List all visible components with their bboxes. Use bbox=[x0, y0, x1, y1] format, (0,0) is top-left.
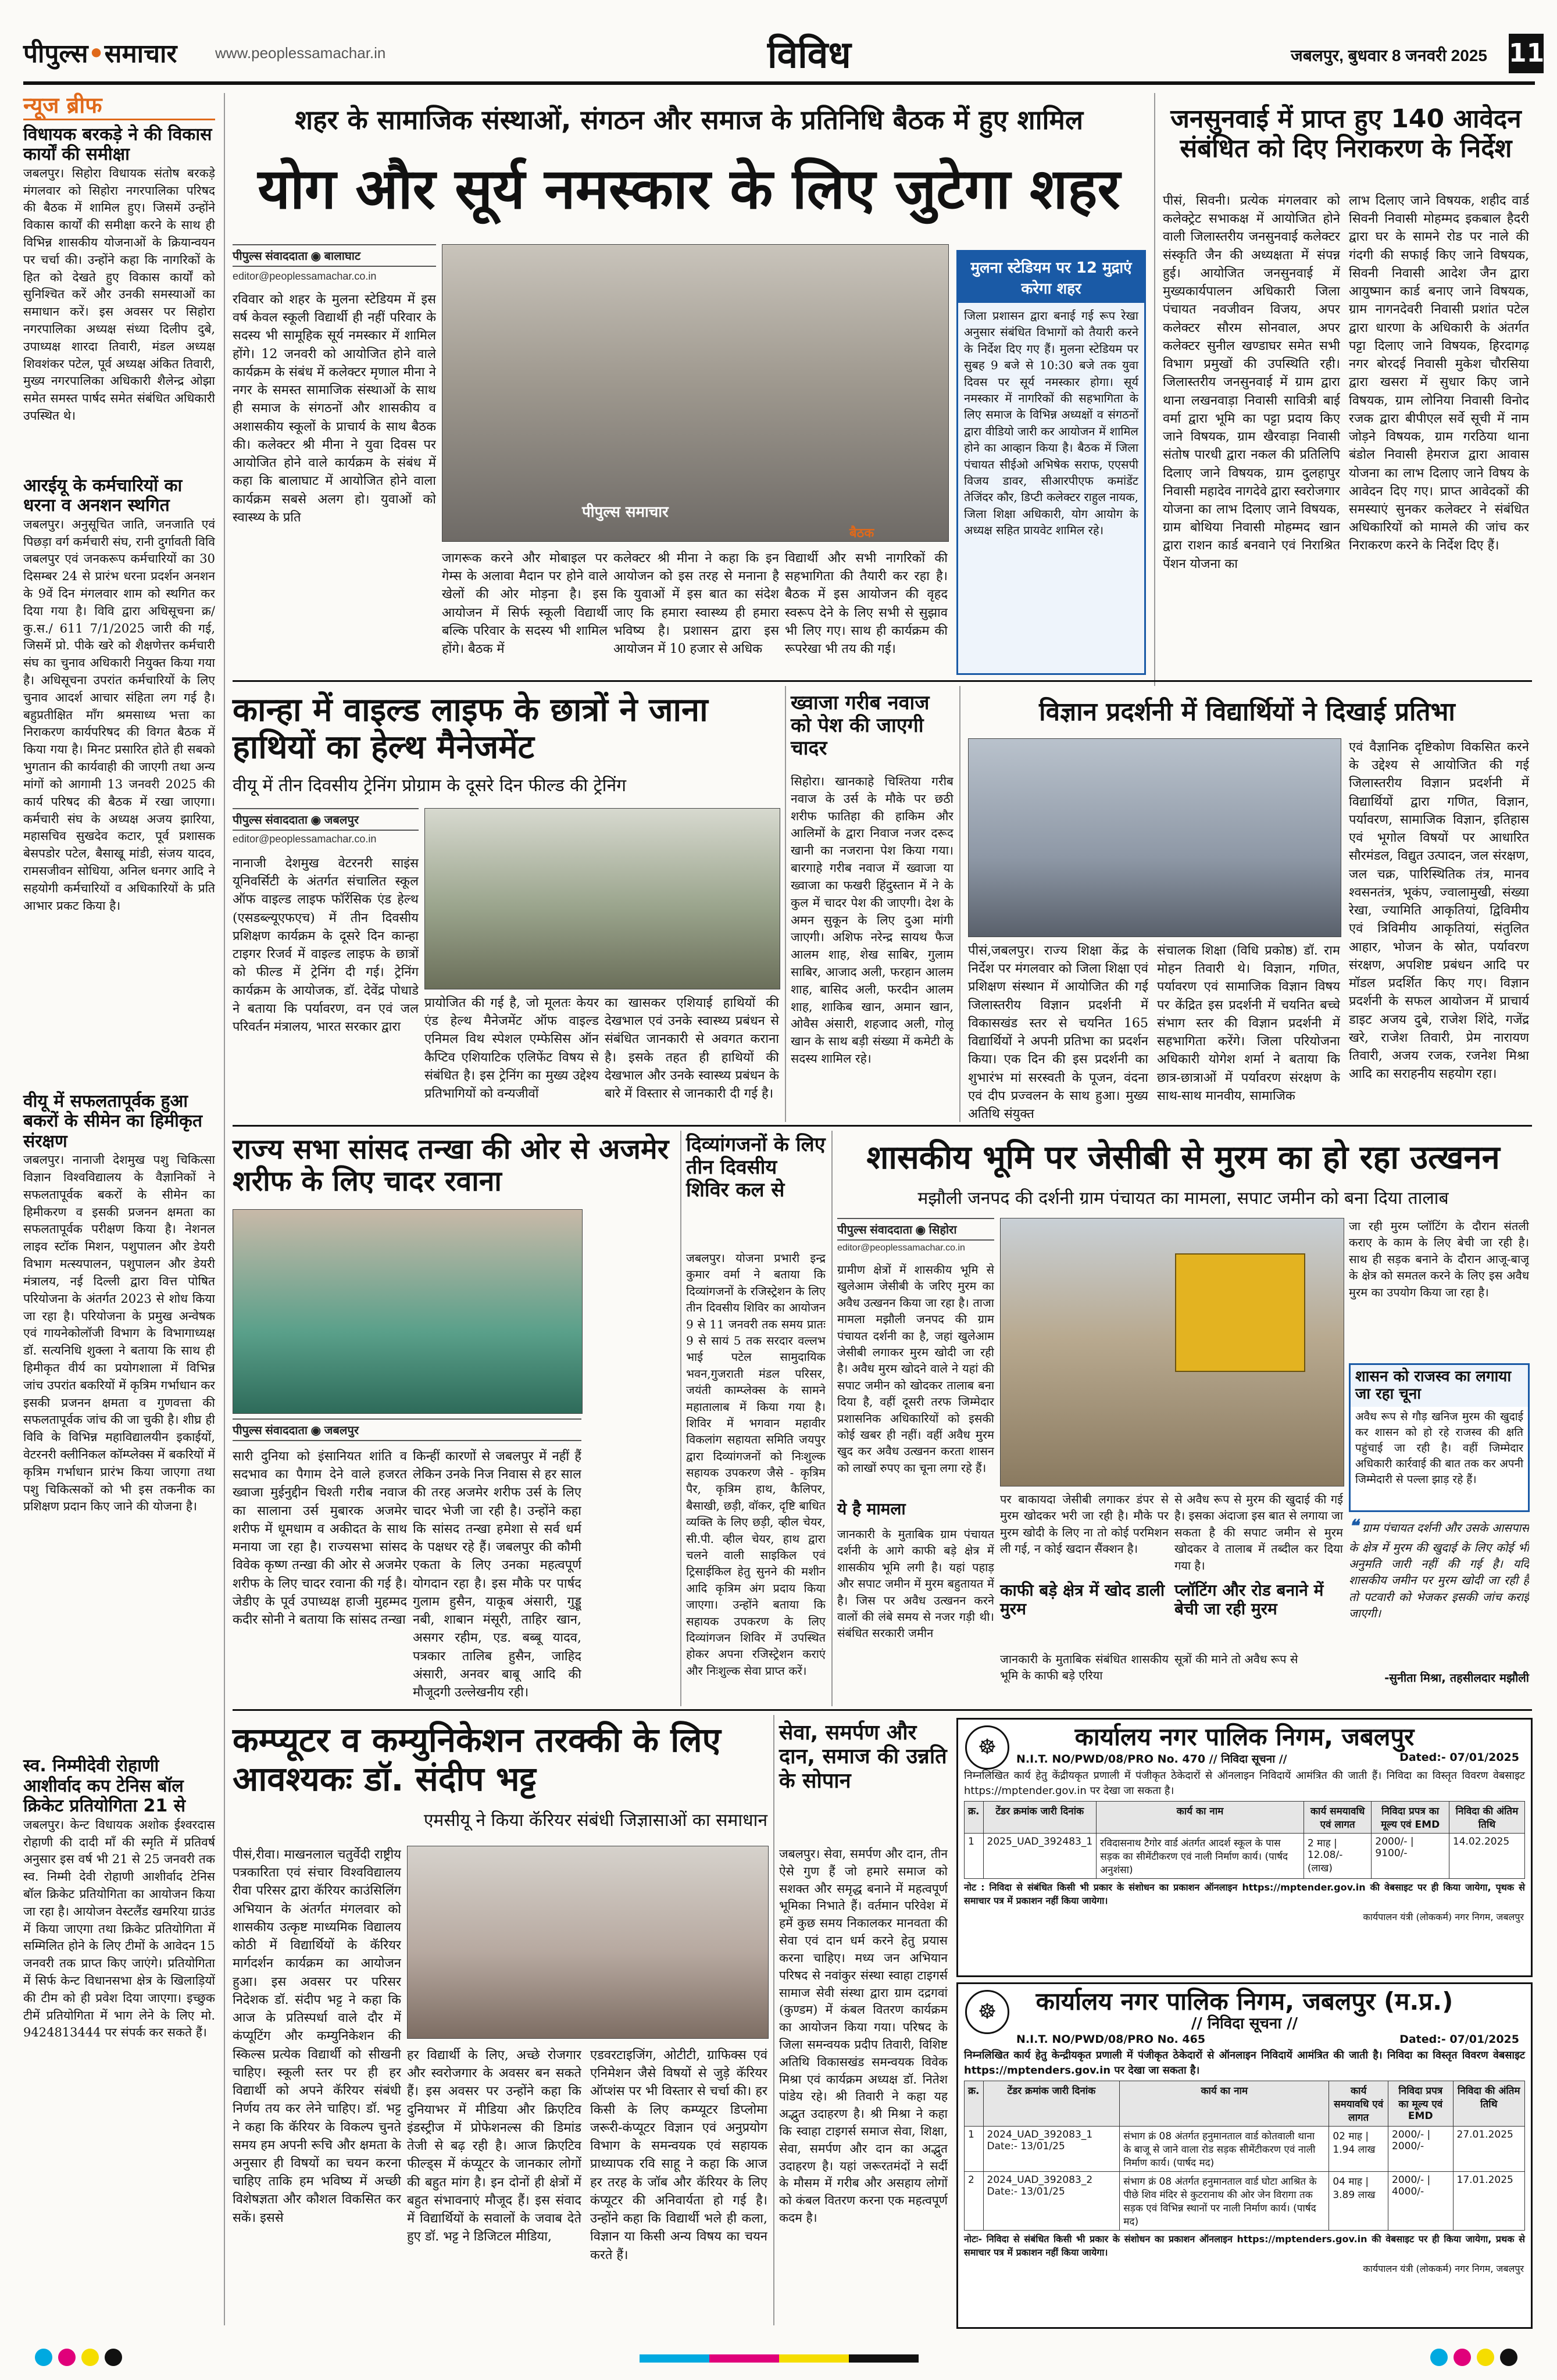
rajyasabha-text-col1: सारी दुनिया को इंसानियत शांति व सदभाव का पैगाम देने वाले हजरत ख्वाजा मुईनुद्दीन चिश्ती गरीब नवाज का सालाना उर्स मुबारक अजमेर शरीफ में धूमधाम व अकीदत के साथ मनाया जा रहा है। राज्यसभा सांसद विवेक कृष्ण तन्खा की ओर से अजमेर शरीफ के लिए चादर रवाना की गई है। जेडीए के पूर्व उपाध्यक्ष हाजी मुहम्मद कदीर सोनी ने बताया कि सांसद तन्खा bbox=[233, 1449, 407, 1628]
notice2-subtitle: // निविदा सूचना // bbox=[1191, 2015, 1298, 2033]
notice2-signature: कार्यपालन यंत्री (लोककर्म) नगर निगम, जबलपुर bbox=[1363, 2263, 1524, 2275]
notice2-no: N.I.T. NO/PWD/08/PRO No. 465 bbox=[1016, 2033, 1206, 2046]
divyang-headline: दिव्यांगजनों के लिए तीन दिवसीय शिविर कल से bbox=[686, 1133, 826, 1202]
murum-sub3-text: सूत्रों की माने तो अवैध रूप से bbox=[1174, 1652, 1298, 1666]
column-rule bbox=[680, 1131, 681, 1706]
jansunvai-text-col2: लाभ दिलाए जाने विषयक, शहीद वार्ड सिवनी निवासी मोहम्मद इकबाल हैदरी द्वारा घर के सामने रोड पर नाले की गंदगी की सफाई किए जाने विषयक, सिवनी निवासी आदेश जैन द्वारा आयुष्मान कार्ड बनाए जाने विषयक, ग्राम नागनदेवरी निवासी प्रशांत पटेल द्वारा धारणा के अधिकारी के अंतर्गत पट्टा दिलाए जाने विषयक, हिरदागढ़ नगर बोरदई निवासी मुकेश चौरसिया द्वारा खसरा में सुधार किए जाने विषयक, ग्राम लोनिया निवासी विनोद रजक द्वारा बीपीएल सर्वे सूची में नाम जोड़ने विषयक, ग्राम गरठिया थाना बंडोल निवासी हेमराज द्वारा आवास योजना का लाभ दिलाए जाने विषय के आवेदन दिए गए। प्राप्त आवेदकों की समस्याएं सुनकर कलेक्टर ने संबंधित अधिकारियों को मामले की जांच कर निराकरण करने के निर्देश दिए हैं। bbox=[1349, 194, 1529, 553]
brief-3-text: जबलपुर। नानाजी देशमुख पशु चिकित्सा विज्ञान विश्वविद्यालय के वैज्ञानिकों ने सफलतापूर्वक बकरों के सीमेन का हिमीकरण व इसकी प्रजनन क्षमता का सफलतापूर्वक परीक्षण किया है। नेशनल लाइव स्टॉक मिशन, पशुपालन और डेयरी विभाग मत्स्यपालन, पशुपालन और डेयरी मंत्रालय, नई दिल्ली द्वारा वित्त पोषित परियोजना के अंतर्गत 2023 से शोध किया जा रहा है। परियोजना के प्रमुख अन्वेषक एवं गायनेकोलॉजी विभाग के विभागाध्यक्ष डॉ. सत्यनिधि शुक्ला ने बताया कि साथ ही हिमीकृत वीर्य का प्रयोगशाला में विभिन्न जांच उपरांत बकरियों में कृत्रिम गर्भाधान कर इसकी प्रजनन क्षमता व गुणवत्ता की सफलतापूर्वक जांच की जा चुकी है। शीघ्र ही विवि के विभिन्न महाविद्यालयीन इकाईयों, वेटरनरी क्लीनिकल कॉम्प्लेक्स में बकरियों में कृत्रिम गर्भाधान प्रारंभ किया जाएगा तथा पशु चिकित्सकों को भी इस तकनीक का प्रशिक्षण प्रदान किए जाने की योजना है। bbox=[23, 1153, 215, 1514]
column-rule bbox=[831, 1131, 833, 1706]
registration-mark-cyan bbox=[1430, 2349, 1448, 2366]
murum-photo bbox=[1000, 1218, 1344, 1486]
registration-mark-black bbox=[1500, 2349, 1517, 2366]
notice2-emblem: ☸ bbox=[965, 1990, 1009, 2034]
kanha-text-col3: का खासकर एशियाई हाथियों की देखभाल एवं उनके स्वास्थ्य प्रबंधन से संबंधित जानकारी से अवगत कराना है। इसके तहत ही हाथियों की देखभाल और उनके स्वास्थ्य प्रबंधन के बारे में विस्तार से जानकारी दी गई है। bbox=[605, 996, 779, 1102]
page-number: 11 bbox=[1509, 34, 1544, 73]
quote-icon: ❝ bbox=[1349, 1516, 1359, 1536]
computer-subhead: एमसीयू ने किया कॅरियर संबंधी जिज्ञासाओं का समाधान bbox=[423, 1810, 767, 1831]
kanha-byline-block bbox=[233, 808, 419, 845]
computer-headline: कम्प्यूटर व कम्युनिकेशन तरक्की के लिए आवश्यकः डॉ. संदीप भट्ट bbox=[233, 1720, 721, 1799]
brief-1-text: जबलपुर। सिहोरा विधायक संतोष बरकड़े मंगलवार को सिहोरा नगरपालिका परिषद की बैठक में शामिल हुए। जिसमें उन्होंने विकास कार्यों की समीक्षा करने के साथ ही विभिन्न शासकीय योजनाओं के क्रियान्वयन पर चर्चा की। उन्होंने कहा कि नागरिकों के हित को देखते हुए विकास कार्यों को सुनिश्चित करें और उनकी समस्याओं का समाधान करें। इस अवसर पर सिहोरा नगरपालिका अध्यक्ष संध्या दिलीप दुबे, उपाध्यक्ष शारदा तिवारी, मंडल अध्यक्ष शिवशंकर पटेल, पूर्व अध्यक्ष अंकित तिवारी, मुख्य नगरपालिका अधिकारी शैलेन्द्र ओझा समेत समस्त पार्षद समेत संबंधित अधिकारी उपस्थित थे। bbox=[23, 166, 215, 423]
notice2-footnote: नोटः- निविदा से संबंधित किसी भी प्रकार के संशोधन का प्रकाशन ऑनलाइन https://mptenders.gov.in की वेबसाइट पर ही किया जायेगा, प्रथक से समाचार पत्र में प्रकाशन नहीं किया जायेगा। bbox=[964, 2234, 1525, 2258]
computer-text-col2: हर विद्यार्थी के लिए, अच्छे रोजगार और स्वरोजगार के अवसर बन सकते हैं। इस अवसर पर उन्होंने कहा कि दुनियाभर में मीडिया और क्रिएटिव इंडस्ट्रीज में प्रोफेशनल्स की डिमांड तेजी से बढ़ रही है। आज क्रिएटिव फील्ड्स में कंप्यूटर के जानकार लोगों की बहुत मांग है। इन दोनों ही क्षेत्रों में बहुत संभावनाएं मौजूद हैं। इस संवाद में विद्यार्थियों के सवालों के जवाब देते हुए डॉ. भट्ट ने डिजिटल मीडिया, bbox=[407, 2048, 581, 2245]
notice1-dated: Dated:- 07/01/2025 bbox=[1399, 1751, 1519, 1764]
notice1-intro: निम्नलिखित कार्य हेतु केंद्रीयकृत प्रणाली में पंजीकृत ठेकेदारों से ऑनलाइन निविदायें आमंत्रित की जाती हैं। निविदा का विस्तृत विवरण वेबसाइट https://mptender.gov.in पर देखा जा सकता है। bbox=[964, 1770, 1525, 1797]
kanha-email[interactable]: editor@peoplessamachar.co.in bbox=[233, 833, 377, 845]
murum-sub2-head: काफी बड़े क्षेत्र में खोद डाली मुरम bbox=[1000, 1581, 1165, 1619]
masthead bbox=[23, 23, 1545, 85]
lead-sidebox bbox=[956, 250, 1146, 675]
lead-byline: पीपुल्स संवाददाता ◉ बालाघाट bbox=[233, 244, 436, 267]
notice1-signature: कार्यपालन यंत्री (लोककर्म) नगर निगम, जबलपुर bbox=[1363, 1911, 1524, 1923]
section-title: विविध bbox=[767, 34, 851, 77]
jcb-shape bbox=[1175, 1253, 1305, 1372]
murum-sub2-text: जानकारी के मुताबिक संबंधित शासकीय भूमि के काफी बड़े एरिया bbox=[1000, 1652, 1169, 1683]
murum-sub3-head: प्लॉटिंग और रोड बनाने में बेची जा रही मुरम bbox=[1174, 1581, 1324, 1619]
brief-2-text: जबलपुर। अनुसूचित जाति, जनजाति एवं पिछड़ा वर्ग कर्मचारी संघ, रानी दुर्गावती विवि जबलपुर एवं जनकरूप कर्मचारियों का 30 दिसम्बर 24 से प्रारंभ धरना प्रदर्शन अनशन के 9वें दिन मंगलवार शाम को स्थगित कर दिया गया है। विवि द्वारा अधिसूचना क्र/ कु.स./ 611 7/1/2025 जारी की गई, जिसमें प्रो. पीके खरे को शैक्षणेत्तर कर्मचारी संघ का चुनाव अधिकारी नियुक्त किया गया है। अधिसूचना उपरांत कर्मचारियों के लिए चुनाव आदर्श आचार संहिता लग गई है। बहुप्रतीक्षित माँग श्रमसाध्य भत्ता का निराकरण कार्यपरिषद की विगत बैठक में किया गया है। मिनट प्रसारित होते ही सबको भुगतान की कार्यवाही की जाएगी तथा अन्य मांगों को आगामी 13 जनवरी 2025 की कार्य परिषद की बैठक में रखा जाएगा। कर्मचारी संघ के अध्यक्ष अजय झारिया, महासचिव सुखदेव कटार, पूर्व प्रशासक बेसपडोर पटेल, बैसाखू मांडी, संजय यादव, रामसजीवन सोधिया, अनिल धनगर आदि ने सहयोगी कर्मचारियों व अधिकारियों के प्रति आभार प्रकट किया है। bbox=[23, 517, 215, 913]
lead-photo bbox=[442, 244, 949, 542]
murum-subhead: मझौली जनपद की दर्शनी ग्राम पंचायत का मामला, सपाट जमीन को बना दिया तालाब bbox=[917, 1188, 1449, 1209]
section-rule bbox=[233, 680, 1532, 682]
news-brief-label: न्यूज ब्रीफ bbox=[23, 93, 215, 120]
lead-kicker: शहर के सामाजिक संस्थाओं, संगठन और समाज के प्रतिनिधि बैठक में हुए शामिल bbox=[294, 104, 1084, 135]
murum-text-main: ग्रामीण क्षेत्रों में शासकीय भूमि से खुलेआम जेसीबी के जरिए मुरम का अवैध उत्खनन किया जा रहा है। ताजा मामला मझौली जनपद की ग्राम पंचायत दर्शनी का है, जहां खुलेआम जेसीबी लगाकर मुरम खोदी जा रही है। अवैध मुरम खोदने वाले ने यहां की सपाट जमीन को खोदकर तालाब बना दिया है, वहीं दूसरी तरफ जिम्मेदार प्रशासनिक अधिकारियों को इसकी कोई खबर ही नहीं। वहीं अवैध मुरम खुद कर अवैध उत्खनन करता शासन को लाखों रुपए का चूना लगा रहे हैं। bbox=[837, 1263, 994, 1475]
sidebox-text: जिला प्रशासन द्वारा बनाई गई रूप रेखा अनुसार संबंधित विभागों को तैयारी करने के निर्देश दिए गए हैं। मुलना स्टेडियम पर सुबह 9 बजे से 10:30 बजे तक युवा दिवस पर सूर्य नमस्कार होगा। सूर्य नमस्कार में नागरिकों की सहभागिता के लिए समाज के विभिन्न अध्यक्षों व संगठनों द्वारा वीडियो जारी कर आयोजन में शामिल होने का आव्हान किया है। बैठक में जिला पंचायत सीईओ अभिषेक सराफ, एएसपी विजय डावर, सीआरपीएफ कमांडेंट तेजिंदर कौर, डिप्टी कलेक्टर राहुल नायक, जिला शिक्षा अधिकारी, योग आयोग के अध्यक्ष सहित प्रायवेट शामिल रहे। bbox=[964, 309, 1138, 538]
photo-caption: बैठक bbox=[849, 526, 874, 541]
logo-dot: • bbox=[88, 39, 105, 69]
rajyasabha-photo bbox=[233, 1209, 583, 1414]
column-rule bbox=[785, 686, 786, 1122]
news-brief-column bbox=[23, 93, 215, 2325]
lead-text-col3: कलेक्टर श्री मीना ने कहा कि इन आयोजन को इस तरह से मनाना है कि युवाओं में इस बात का संदेश जाए कि हमारा स्वास्थ्य ही हमारा भविष्य है। प्रशासन द्वारा इस आयोजन में 10 हजार से अधिक bbox=[613, 551, 779, 657]
lead-headline: योग और सूर्य नमस्कार के लिए जुटेगा शहर bbox=[258, 156, 1120, 221]
column-rule bbox=[959, 686, 960, 1122]
murum-caption-2: से अवैध रूप से मुरम की खुदाई की गई है। इसका अंदाजा इस बात से लगाया जा सकता है की सपाट जमीन से मुरम खोदकर वे तालाब में तब्दील कर दिया गया है। bbox=[1174, 1492, 1343, 1573]
lead-byline-block bbox=[233, 244, 436, 283]
kanha-photo bbox=[424, 808, 780, 989]
registration-mark-magenta bbox=[1454, 2349, 1471, 2366]
murum-quote: ग्राम पंचायत दर्शनी और उसके आसपास के क्षेत्र में मुरम की खुदाई के लिए कोई भी अनुमति जारी नहीं की गई है। यदि शासकीय जमीन पर मुरम खोदी जा रही है तो पटवारी को भेजकर इसकी जांच कराई जाएगी। bbox=[1349, 1521, 1529, 1621]
jansunvai-headline: जनसुनवाई में प्राप्त हुए 140 आवेदन संबंधित को दिए निराकरण के निर्देश bbox=[1170, 104, 1522, 163]
vigyan-photo bbox=[968, 738, 1341, 937]
table-row: 1 2024_UAD_392083_1 Date:- 13/01/25 संभाग क्रं 08 अंतर्गत हनुमानताल वार्ड कोतवाली थाना के बाजू से जाने वाला रोड सड़क सीमेंटीकरण एवं नाली निर्माण कार्य। (पार्षद मद) 02 माह | 1.94 लाख 2000/- | 2000/- 27.01.2025 bbox=[965, 2127, 1525, 2172]
kanha-headline: कान्हा में वाइल्ड लाइफ के छात्रों ने जाना हाथियों का हेल्थ मैनेजमेंट bbox=[233, 691, 708, 767]
seva-text: जबलपुर। सेवा, समर्पण और दान, तीन ऐसे गुण हैं जो हमारे समाज को सशक्त और समृद्ध बनाने में महत्वपूर्ण भूमिका निभाते हैं। वर्तमान परिवेश में हमें कुछ समय निकालकर मानवता की सेवा एवं दान धर्म करने हेतु प्रयास करना चाहिए। मध्य जन अभियान परिषद से नवांकुर संस्था स्वाहा टाइगर्स सामाज सेवी संस्था द्वारा ग्राम दद्रगवां (कुण्डम) में कंबल वितरण कार्यक्रम का आयोजन किया गया। परिषद के जिला समन्वयक प्रदीप तिवारी, विशिष्ट अतिथि विकासखंड समन्वयक विवेक मिश्रा एवं कार्यक्रम अध्यक्ष डॉ. नितेश पांडेय रहे। श्री तिवारी ने कहा यह अद्भुत उदाहरण है। श्री मिश्रा ने कहा कि स्वाहा टाइगर्स समाज सेवा, शिक्षा, सेवा, समर्पण और दान का अद्भुत उदाहरण है। यहां जरूरतमंदों ने सर्दी के मौसम में गरीब और असहाय लोगों को कंबल वितरण करना एक महत्वपूर्ण कदम है। bbox=[779, 1847, 948, 2225]
section-rule bbox=[233, 1125, 1532, 1127]
section-rule bbox=[233, 1709, 1532, 1711]
notice1-no: N.I.T. NO/PWD/08/PRO No. 470 // निविदा सूचना // bbox=[1016, 1753, 1287, 1766]
notice1-footnote: नोट : निविदा से संबंधित किसी भी प्रकार के संशोधन का प्रकाशन ऑनलाइन https://mptender.gov.in की वेबसाइट पर ही किया जायेगा, पृथक से समाचार पत्र में प्रकाशन नहीं किया जायेगा। bbox=[964, 1882, 1525, 1907]
dateline: जबलपुर, बुधवार 8 जनवरी 2025 bbox=[1291, 47, 1487, 65]
brief-2-headline: आरईयू के कर्मचारियों का धरना व अनशन स्थगित bbox=[23, 475, 183, 516]
registration-mark-black bbox=[105, 2349, 122, 2366]
murum-caption-1: पर बाकायदा जेसीबी लगाकर डंपर से मुरम खोदकर भरी जा रही है। मौके पर मुरम खोदी के लिए ना तो कोई परमिशन ली गई, न कोई खदान सैंक्शन है। bbox=[1000, 1492, 1169, 1556]
khwaja-text: सिहोरा। खानकाहे चिश्तिया गरीब नवाज के उर्स के मौके पर छठी शरीफ फातिहा की हाकिम और आलिमों के द्वारा निवाज नजर दरूद खानी का नजराना पेश किया गया। बारगाहे गरीब नवाज में ख्वाजा या ख्वाजा का फखरी हिंदुस्तान में ने के कुल में चादर पेश की जाएगी। देश के अमन सुकून के लिए दुआ मांगी जाएगी। अशिफ नरेन्द्र सायथ फैज आलम शाह, शेख साबिर, गुलाम साबिर, आजाद अली, फरहान आलम शाह, बासिद अली, फरदीन आलम शाह, शाकिब खान, अमान खान, ओवैस अंसारी, शहजाद अली, गोलू खान के साथ बड़ी संख्या में कमेटी के सदस्य शामिल रहे। bbox=[791, 774, 954, 1066]
kanha-byline: पीपुल्स संवाददाता ◉ जबलपुर bbox=[233, 808, 419, 831]
murum-byline: पीपुल्स संवाददाता ◉ सिहोरा bbox=[837, 1218, 994, 1241]
vigyan-text-col3: एवं वैज्ञानिक दृष्टिकोण विकसित करने के उद्देश्य से आयोजित की गई जिलास्तरीय विज्ञान प्रदर्शनी में विद्यार्थियों द्वारा गणित, विज्ञान, पर्यावरण, सामाजिक विज्ञान, इतिहास एवं भूगोल विषयों पर आधारित सौरमंडल, विद्युत उत्पादन, जल संरक्षण, जल चक्र, पारिस्थितिक तंत्र, मानव श्वसनतंत्र, भूकंप, ज्वालामुखी, संख्या रेखा, ज्यामिति आकृतियां, द्विविमीय एवं त्रिविमीय आकृतियां, संतुलित आहार, भोजन के स्रोत, पर्यावरण संरक्षण, अपशिष्ट प्रबंधन आदि पर मॉडल प्रदर्शित किए गए। विज्ञान प्रदर्शनी के सफल आयोजन में प्राचार्य डाइट अजय दुबे, राजेश शिंदे, गजेंद्र खरे, राजेश तिवारी, प्रेम नारायण तिवारी, अजय रजक, रजनेश मिश्रा आदि का सराहनीय सहयोग रहा। bbox=[1349, 740, 1529, 1082]
brief-4-text: जबलपुर। केन्ट विधायक अशोक ईश्वरदास रोहाणी की दादी माँ की स्मृति में प्रतिवर्ष अनुसार इस वर्ष भी 21 से 25 जनवरी तक स्व. निम्मी देवी रोहाणी आशीर्वाद टेनिस बॉल क्रिकेट प्रतियोगिता का आयोजन किया जा रहा है। आयोजन वेस्टलैंड खमरिया ग्राउंड में किया जाएगा तथा क्रिकेट प्रतियोगिता में सम्मिलित होने के लिए टीमों के आवेदन 15 जनवरी तक प्राप्त किए जाएंगे। प्रतियोगिता में सिर्फ केन्ट विधानसभा क्षेत्र के खिलाड़ियों की टीम को ही प्रवेश दिया जाएगा। इच्छुक टीमें प्रतियोगिता में भाग लेने के लिए मो. 9424813444 पर संपर्क कर सकते हैं। bbox=[23, 1817, 215, 2040]
tender-notice-2 bbox=[956, 1982, 1533, 2329]
loss-box-head: शासन को राजस्व का लगाया जा रहा चूना bbox=[1351, 1365, 1528, 1407]
murum-sub1-text: जानकारी के मुताबिक ग्राम पंचायत दर्शनी के आगे काफी बड़े क्षेत्र में शासकीय भूमि लगी है। यहां पहाड़ और सपाट जमीन में मुरम बहुतायत में है। जिस पर अवैध उत्खनन करने वालों की लंबे समय से नजर गड़ी थी। संबंधित सरकारी जमीन bbox=[837, 1527, 994, 1641]
column-rule bbox=[1154, 93, 1155, 686]
murum-headline: शासकीय भूमि पर जेसीबी से मुरम का हो रहा उत्खनन bbox=[866, 1139, 1500, 1177]
notice2-intro: निम्नलिखित कार्य हेतु केन्द्रीयकृत प्रणाली में पंजीकृत ठेकेदारों से ऑनलाइन निविदायें आमंत्रित की जाती है। निविदा का विस्तृत विवरण वेबसाइट https://mptenders.gov.in पर देखा जा सकता है। bbox=[964, 2049, 1525, 2077]
murum-right-text: जा रही मुरम प्लॉटिंग के दौरान संतली कराए के काम के लिए बेची जा रही है। साथ ही सड़क बनाने के दौरान आजू-बाजू के क्षेत्र को समतल करने के लिए इस अवैध मुरम का उपयोग किया जा रहा है। bbox=[1349, 1219, 1529, 1299]
table-row: 2 2024_UAD_392083_2 Date:- 13/01/25 संभाग क्रं 08 अंतर्गत हनुमानताल वार्ड घोटा आश्रित के पीछे शिव मंदिर से कुटरानाथ की ओर जेन विरागा तक सड़क एवं विभिन्न स्थानों पर नाली निर्माण कार्य। (पार्षद मद) 04 माह | 3.89 लाख 2000/- | 4000/- 17.01.2025 bbox=[965, 2172, 1525, 2231]
notice2-table: क्र. टेंडर क्रमांक जारी दिनांक कार्य का नाम कार्य समयावधि एवं लागत निविदा प्रपत्र का मूल्य एवं EMD निविदा की अंतिम तिथि 1 2024_UAD_392083_1 Date:- 13/01/25 संभाग क्रं 08 अंतर्गत हनुमानताल वार्ड कोतवाली थाना के बाजू से जाने वाला रोड सड़क सीमेंटीकरण एवं नाली निर्माण कार्य। (पार्षद मद) 02 माह | 1.94 लाख 2000/- | 2000/- 27.01.2025 2 2024_UAD_392083_2 Date:- 13/01/25 संभाग क्रं 08 अंतर्गत हनुमानताल वार्ड घोटा आश्रित के पीछे शिव मंदिर से कुटरानाथ की ओर जेन विरागा तक सड़क एवं विभिन्न स्थानों पर नाली निर्माण कार्य। (पार्षद मद) 04 माह | 3.89 लाख 2000/- | 4000/- 17.01.2025 bbox=[964, 2081, 1525, 2231]
lead-text-col4: विद्यार्थी और सभी नागरिकों की सहभागिता की तैयारी कर रहा है। बैठक में इस आयोजन की वृहद स्वरूप देने के लिए सभी से सुझाव भी लिए गए। साथ ही कार्यक्रम की रूपरेखा भी तय की गई। bbox=[785, 551, 948, 657]
murum-byline-block bbox=[837, 1218, 994, 1253]
site-url-link[interactable]: www.peoplessamachar.in bbox=[215, 44, 386, 62]
brief-4-headline: स्व. निम्मीदेवी रोहाणी आशीर्वाद कप टेनिस बॉल क्रिकेट प्रतियोगिता 21 से bbox=[23, 1756, 185, 1817]
registration-mark-yellow bbox=[81, 2349, 99, 2366]
seva-headline: सेवा, समर्पण और दान, समाज की उन्नति के सोपान bbox=[779, 1721, 947, 1793]
kanha-text-col1: नानाजी देशमुख वेटरनरी साइंस यूनिवर्सिटी के अंतर्गत संचालित स्कूल ऑफ वाइल्ड लाइफ फॉरेंसिक एंड हेल्थ (एसडब्ल्यूएफएच) में तीन दिवसीय प्रशिक्षण कार्यक्रम के दूसरे दिन कान्हा टाइगर रिजर्व में वाइल्ड लाइफ के छात्रों को फील्ड में ट्रेनिंग दी गई। ट्रेनिंग कार्यक्रम के आयोजक, डॉ. देवेंद्र पोधाडे ने बताया कि पर्यावरण, वन एवं जल परिवर्तन मंत्रालय, भारत सरकार द्वारा bbox=[233, 856, 419, 1035]
murum-quote-by: -सुनीता मिश्रा, तहसीलदार मझौली bbox=[1384, 1671, 1529, 1685]
table-row: 1 2025_UAD_392483_1 रविदासनाथ टैगोर वार्ड अंतर्गत आदर्श स्कूल के पास सड़क का सीमेंटीकरण एवं नाली निर्माण कार्य। (पार्षद अनुशंसा) 2 माह | 12.08/-(लाख) 2000/- | 9100/- 14.02.2025 bbox=[965, 1834, 1525, 1879]
registration-mark-cyan bbox=[35, 2349, 52, 2366]
murum-email[interactable]: editor@peoplessamachar.co.in bbox=[837, 1243, 965, 1253]
brief-1-headline: विधायक बरकड़े ने की विकास कार्यों की समीक्षा bbox=[23, 124, 212, 165]
lead-email[interactable]: editor@peoplessamachar.co.in bbox=[233, 270, 377, 282]
notice1-emblem: ☸ bbox=[965, 1725, 1009, 1770]
murum-loss-box bbox=[1349, 1363, 1530, 1512]
tender-notice-1 bbox=[956, 1718, 1533, 1977]
rajyasabha-byline: पीपुल्स संवाददाता ◉ जबलपुर bbox=[233, 1418, 581, 1441]
column-rule bbox=[773, 1715, 774, 2325]
column-rule bbox=[224, 93, 225, 2325]
kanha-text-col2: प्रायोजित की गई है, जो मूलतः केयर एंड हेल्थ मैनेजमेंट ऑफ वाइल्ड एनिमल विथ स्पेशल एम्फेसिस ऑन कैप्टिव एशियाटिक एलिफेंट विषय से संबंधित है। इस ट्रेनिंग का मुख्य उद्देश्य प्रतिभागियों को वन्यजीवों bbox=[424, 996, 599, 1102]
registration-mark-yellow bbox=[1477, 2349, 1494, 2366]
computer-text-col1: पीसं,रीवा। माखनलाल चतुर्वेदी राष्ट्रीय पत्रकारिता एवं संचार विश्वविद्यालय रीवा परिसर द्वारा कॅरियर काउंसिलिंग अभियान के अंतर्गत मंगलवार को शासकीय उत्कृष्ट माध्यमिक विद्यालय कोठी में विद्यार्थियों के कॅरियर मार्गदर्शन कार्यक्रम का आयोजन हुआ। इस अवसर पर परिसर निदेशक डॉ. संदीप भट्ट ने कहा कि आज के प्रतिस्पर्धा वाले दौर में कंप्यूटिंग और कम्युनिकेशन की स्किल्स प्रत्येक विद्यार्थी को सीखनी चाहिए। स्कूली स्तर पर ही हर विद्यार्थी को अपने कॅरियर संबंधी निर्णय तय कर लेने चाहिए। डॉ. भट्ट ने कहा कि कॅरियर के विकल्प चुनते समय हम अपनी रूचि और क्षमता के अनुसार ही विषयों का चयन करना चाहिए ताकि हम भविष्य में अच्छी विशेषज्ञता और कौशल विकसित कर सकें। इससे bbox=[233, 1847, 401, 2225]
notice2-title: कार्यालय नगर पालिक निगम, जबलपुर (म.प्र.) bbox=[1035, 1987, 1454, 2016]
kanha-subhead: वीयू में तीन दिवसीय ट्रेनिंग प्रोग्राम के दूसरे दिन फील्ड की ट्रेनिंग bbox=[233, 776, 626, 796]
jansunvai-text-col1: पीसं, सिवनी। प्रत्येक मंगलवार को कलेक्ट्रेट सभाकक्ष में आयोजित होने वाली जिलास्तरीय जनसुनवाई कलेक्टर संस्कृति जैन की अध्यक्षता में संपन्न हुई। आयोजित जनसुनवाई में मुख्यकार्यपालन अधिकारी जिला पंचायत नवजीवन विजय, अपर कलेक्टर सौरम सोनवाल, अपर कलेक्टर सुनील खण्डाघर समेत सभी विभाग प्रमुखों की उपस्थिति रही। जिलास्तरीय जनसुनवाई में ग्राम द्वारा थाना लखनवाड़ा निवासी सावित्री बाई वर्मा द्वारा भूमि का पट्टा प्रदाय किए जाने विषयक, ग्राम खैरवाड़ा निवासी संतोष पारधी द्वारा नकल की प्रतिलिपि दिलाए जाने विषयक, ग्राम दुलहापुर निवासी महादेव नागदेवे द्वारा स्वरोजगार योजना का लाभ दिलाए जाने विषयक, ग्राम बोथिया निवासी मोहम्मद खान द्वारा राशन कार्ड बनवाने एवं निराश्रित पेंशन योजना का bbox=[1163, 194, 1340, 571]
rajyasabha-text-col2: किन्हीं कारणों से जबलपुर में नहीं हैं लेकिन उनके निज निवास से हर साल की तरह अजमेर शरीफ उर्स के लिए चादर भेजी जा रही है। उन्होंने कहा कि सांसद तन्खा हमेशा से सर्व धर्म के पक्षधर रहे हैं। जबलपुर की कौमी एकता के लिए उनका महत्वपूर्ण योगदान रहा है। इस मौके पर पार्षद गुलाम हुसैन, याकूब अंसारी, गुड्डू नबी, शाबान मंसूरी, ताहिर खान, असगर रहीम, एड. बब्बू यादव, पत्रकार तालिब हुसैन, जाहिद अंसारी, अनवर बाबू आदि की मौजूदगी उल्लेखनीय रही। bbox=[413, 1449, 581, 1700]
vigyan-headline: विज्ञान प्रदर्शनी में विद्यार्थियों ने दिखाई प्रतिभा bbox=[1039, 697, 1455, 727]
murum-quote-block bbox=[1349, 1514, 1529, 1703]
notice1-table: क्र. टेंडर क्रमांक जारी दिनांक कार्य का नाम कार्य समयावधि एवं लागत निविदा प्रपत्र का मूल्य एवं EMD निविदा की अंतिम तिथि 1 2025_UAD_392483_1 रविदासनाथ टैगोर वार्ड अंतर्गत आदर्श स्कूल के पास सड़क का सीमेंटीकरण एवं नाली निर्माण कार्य। (पार्षद अनुशंसा) 2 माह | 12.08/-(लाख) 2000/- | 9100/- 14.02.2025 bbox=[964, 1801, 1525, 1879]
notice2-dated: Dated:- 07/01/2025 bbox=[1399, 2033, 1519, 2046]
vigyan-text-col1: पीसं,जबलपुर। राज्य शिक्षा केंद्र के निर्देश पर मंगलवार को जिला शिक्षा एवं प्रशिक्षण संस्थान में आयोजित की गई जिलास्तरीय विज्ञान प्रदर्शनी में विकासखंड स्तर से चयनित 165 विद्यार्थियों ने अपनी प्रतिभा का प्रदर्शन किया। एक दिन की इस प्रदर्शनी का शुभारंभ मां सरस्वती के पूजन, वंदना एवं दीप प्रज्वलन के साथ हुआ। मुख्य अतिथि संयुक्त bbox=[968, 944, 1148, 1122]
lead-text-col1: रविवार को शहर के मुलना स्टेडियम में इस वर्ष केवल स्कूली विद्यार्थी ही नहीं परिवार के सदस्य भी सामूहिक सूर्य नमस्कार में शामिल होंगे। 12 जनवरी को आयोजित होने वाले कार्यक्रम के संबंध में कलेक्टर मृणाल मीना ने नगर के समस्त सामाजिक संस्थाओं के साथ ही समाज के संगठनों और शासकीय व अशासकीय स्कूलों के प्राचार्य के साथ बैठक की। कलेक्टर श्री मीना ने युवा दिवस पर आयोजित होने वाले कार्यक्रम के संबंध में कहा कि बालाघाट में आयोजित होने वाला कार्यक्रम सबसे अलग हो। युवाओं को स्वास्थ्य के प्रति bbox=[233, 292, 436, 525]
photo-watermark: पीपुल्स समाचार bbox=[582, 503, 669, 521]
vigyan-text-col2: संचालक शिक्षा (विधि प्रकोष्ठ) डॉ. राम मोहन तिवारी थे। विज्ञान, गणित, पर्यावरण एवं सामाजिक विज्ञान विषय पर केंद्रित इस प्रदर्शनी में चयनित बच्चे संभाग स्तर की विज्ञान प्रदर्शनी में सहभागिता करेंगे। जिला परियोजना अधिकारी योगेश शर्मा ने बताया कि छात्र-छात्राओं में पर्यावरण संरक्षण के साथ-साथ मानवीय, सामाजिक bbox=[1157, 944, 1340, 1103]
loss-box-text: अवैध रूप से गौड़ खनिज मुरम की खुदाई कर शासन को हो रहे राजस्व की क्षति पहुंचाई जा रही है। वहीं जिम्मेदार अधिकारी कार्रवाई की बात तक कर अपनी जिम्मेदारी से पल्ला झाड़ रहे हैं। bbox=[1355, 1410, 1523, 1486]
murum-sub1-head: ये है मामला bbox=[837, 1499, 906, 1518]
khwaja-headline: ख्वाजा गरीब नवाज को पेश की जाएगी चादर bbox=[791, 691, 930, 760]
notice1-title: कार्यालय नगर पालिक निगम, जबलपुर bbox=[1074, 1723, 1415, 1751]
computer-text-col3: एडवरटाइजिंग, ओटीटी, ग्राफिक्स एवं एनिमेशन जैसे विषयों से जुड़े कॅरियर ऑप्शंस पर भी विस्तार से चर्चा की। हर किसी के लिए कम्प्यूटर डिप्लोमा जरूरी-कंप्यूटर विज्ञान एवं अनुप्रयोग विभाग के समन्वयक एवं सहायक प्राध्यापक रवि साहू ने कहा कि आज हर तरह के जॉब और कॅरियर के लिए कंप्यूटर की अनिवार्यता हो गई है। उन्होंने कहा कि विद्यार्थी भले ही कला, विज्ञान या किसी अन्य विषय का चयन करते हैं। bbox=[590, 2048, 767, 2263]
brief-3-headline: वीयू में सफलतापूर्वक हुआ बकरों के सीमेन का हिमीकृत संरक्षण bbox=[23, 1091, 203, 1152]
rajyasabha-headline: राज्य सभा सांसद तन्खा की ओर से अजमेर शरीफ के लिए चादर रवाना bbox=[233, 1133, 669, 1198]
color-bar bbox=[640, 2354, 919, 2363]
sidebox-title: मुलना स्टेडियम पर 12 मुद्राएं करेगा शहर bbox=[958, 252, 1144, 303]
divyang-text: जबलपुर। योजना प्रभारी इन्द्र कुमार वर्मा ने बताया कि दिव्यांगजनों के रजिस्ट्रेशन के लिए तीन दिवसीय शिविर का आयोजन 9 से 11 जनवरी तक समय प्रातः 9 से सायं 5 तक सरदार वल्लभ भाई पटेल सामुदायिक भवन,गुजराती मंडल परिसर, जयंती काम्प्लेक्स के सामने महातालाब में किया गया है। शिविर में भगवान महावीर विकलांग सहायता समिति जयपुर द्वारा दिव्यांगजनों को निःशुल्क सहायक उपकरण जैसे - कृत्रिम पैर, कृत्रिम हाथ, कैलिपर, बैसाखी, छड़ी, वॉकर, दृष्टि बाधित व्यक्ति के लिए छड़ी, व्हील चेयर, सी.पी. व्हील चेयर, हाथ द्वारा चलने वाली साइकिल एवं ट्रिसाईकिल हेतु सुनने की मशीन आदि कृत्रिम अंग प्रदाय किया जाएगा। उन्होंने बताया कि सहायक उपकरण के लिए दिव्यांगजन शिविर में उपस्थित होकर अपना रजिस्ट्रेशन कराएं और निःशुल्क सेवा प्राप्त करें। bbox=[686, 1251, 826, 1678]
lead-text-col2: जागरूक करने और मोबाइल पर गेम्स के अलावा मैदान पर होने वाले खेलों की ओर मोड़ना है। इस आयोजन में सिर्फ स्कूली विद्यार्थी बल्कि परिवार के सदस्य भी शामिल होंगे। बैठक में bbox=[442, 551, 608, 657]
computer-photo bbox=[407, 1846, 769, 2039]
newspaper-logo[interactable]: पीपुल्स•समाचार bbox=[23, 39, 177, 69]
registration-mark-magenta bbox=[58, 2349, 76, 2366]
